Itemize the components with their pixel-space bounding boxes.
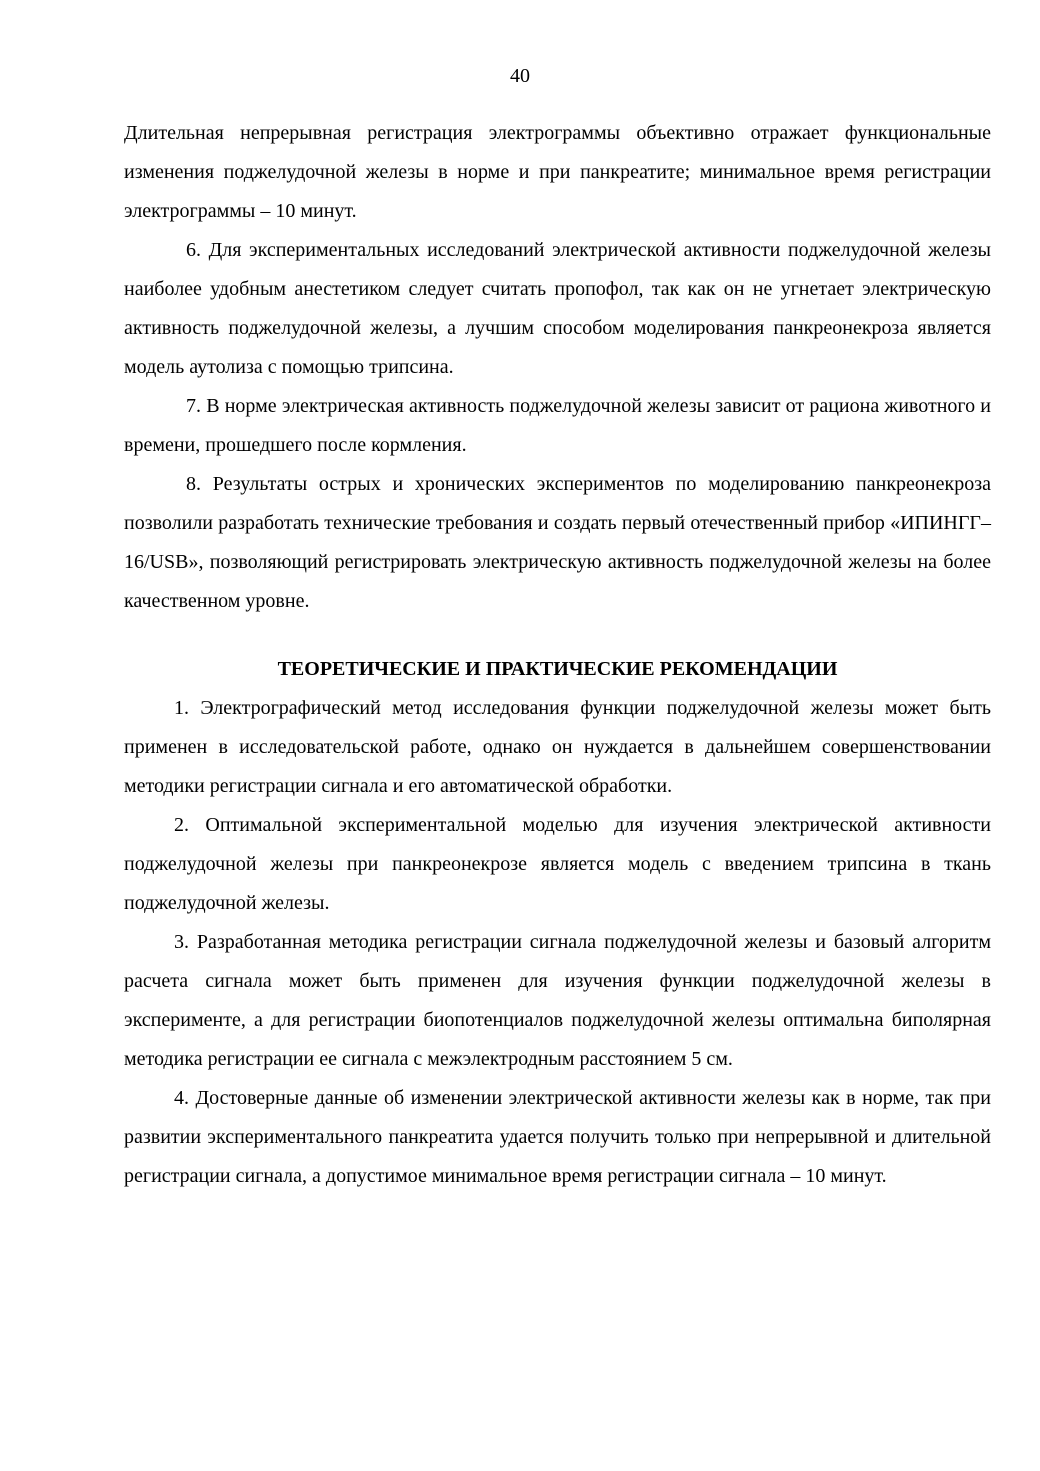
conclusion-item-7: 7. В норме электрическая активность поджелудочной железы зависит от рациона животного и времени, прошедшего после кормления. xyxy=(124,395,991,456)
conclusion-item-8: 8. Результаты острых и хронических экспериментов по моделированию панкреонекроза позволили разработать технические требования и создать первый отечественный прибор «ИПИНГГ–16/USB», позволяющий регистрировать электрическую активность поджелудочной железы на более качественном уровне. xyxy=(124,473,991,612)
conclusion-item-6: 6. Для экспериментальных исследований электрической активности поджелудочной железы наиболее удобным анестетиком следует считать пропофол, так как он не угнетает электрическую активность поджелудочной железы, а лучшим способом моделирования панкреонекроза является модель аутолиза с помощью трипсина. xyxy=(124,239,991,378)
page-number: 40 xyxy=(510,65,530,87)
recommendation-item-2: 2. Оптимальной экспериментальной моделью для изучения электрической активности поджелудочной железы при панкреонекрозе является модель с введением трипсина в ткань поджелудочной железы. xyxy=(124,814,991,914)
recommendation-item-3: 3. Разработанная методика регистрации сигнала поджелудочной железы и базовый алгоритм расчета сигнала может быть применен для изучения функции поджелудочной железы в эксперименте, а для регистрации биопотенциалов поджелудочной железы оптимальна биполярная методика регистрации ее сигнала с межэлектродным расстоянием 5 см. xyxy=(124,931,991,1070)
conclusion-continuation: Длительная непрерывная регистрация электрограммы объективно отражает функциональные изменения поджелудочной железы в норме и при панкреатите; минимальное время регистрации электрограммы – 10 минут. xyxy=(124,122,991,222)
recommendation-item-4: 4. Достоверные данные об изменении электрической активности железы как в норме, так при развитии экспериментального панкреатита удается получить только при непрерывной и длительной регистрации сигнала, а допустимое минимальное время регистрации сигнала – 10 минут. xyxy=(124,1087,991,1187)
page-body xyxy=(124,114,991,1196)
recommendations-heading: ТЕОРЕТИЧЕСКИЕ И ПРАКТИЧЕСКИЕ РЕКОМЕНДАЦИИ xyxy=(277,658,838,680)
recommendation-item-1: 1. Электрографический метод исследования функции поджелудочной железы может быть применен в исследовательской работе, однако он нуждается в дальнейшем совершенствовании методики регистрации сигнала и его автоматической обработки. xyxy=(124,697,991,797)
